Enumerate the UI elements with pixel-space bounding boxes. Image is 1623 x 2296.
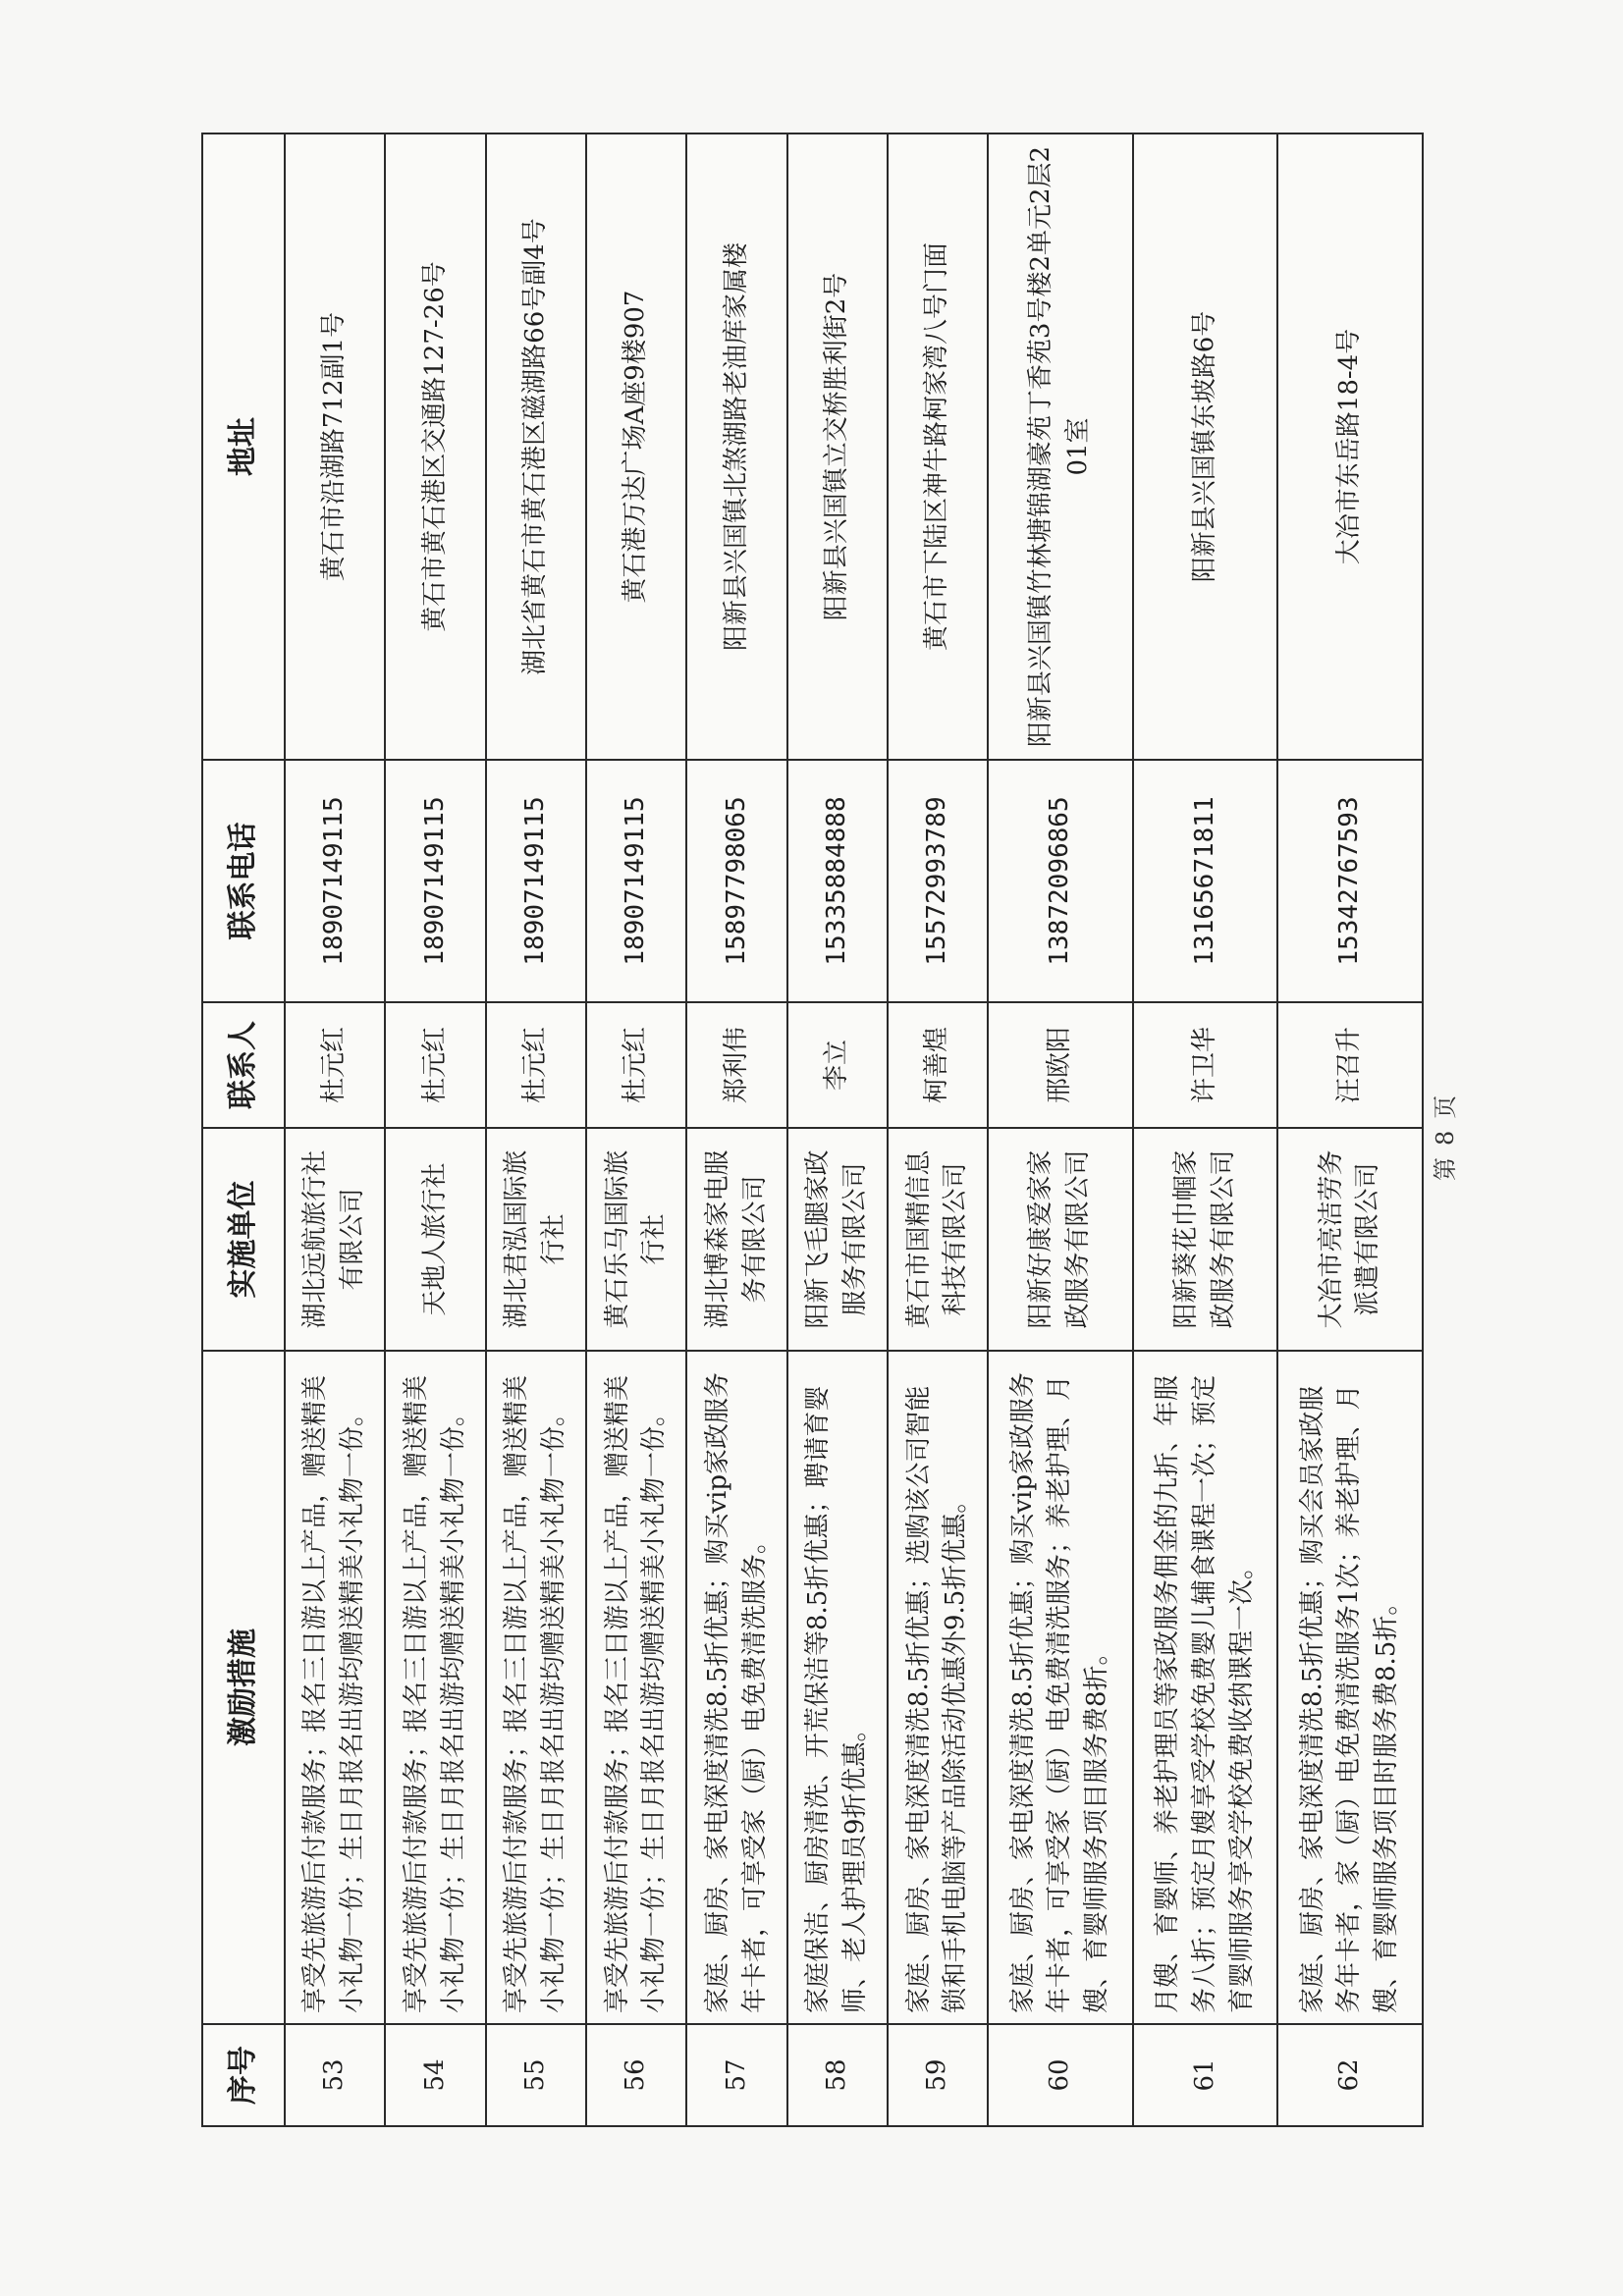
cell-seq: 61 [1133, 2024, 1278, 2126]
cell-measures: 家庭、厨房、家电深度清洗8.5折优惠；购买会员家政服务年卡者，家（厨）电免费清洗服务1次；养老护理、月嫂、育婴师服务项目时服务费8.5折。 [1277, 1351, 1423, 2024]
table-row [385, 133, 485, 2126]
cell-measures: 享受先旅游后付款服务；报名三日游以上产品，赠送精美小礼物一份；生日月报名出游均赠送精美小礼物一份。 [486, 1351, 586, 2024]
cell-seq: 53 [285, 2024, 385, 2126]
cell-unit: 阳新葵花巾帼家政服务有限公司 [1133, 1128, 1278, 1351]
cell-unit: 黄石市国精信息科技有限公司 [888, 1128, 988, 1351]
cell-unit: 大冶市亮洁劳务派遣有限公司 [1277, 1128, 1423, 1351]
cell-contact: 柯善煌 [888, 1002, 988, 1128]
cell-address: 黄石市下陆区神牛路柯家湾八号门面 [888, 133, 988, 760]
cell-address: 大冶市东岳路18-4号 [1277, 133, 1423, 760]
cell-phone: 13165671811 [1133, 760, 1278, 1002]
cell-seq: 60 [988, 2024, 1133, 2126]
table-row [586, 133, 686, 2126]
cell-phone: 18907149115 [285, 760, 385, 1002]
cell-contact: 杜元红 [385, 1002, 485, 1128]
cell-unit: 阳新飞毛腿家政服务有限公司 [787, 1128, 888, 1351]
cell-seq: 59 [888, 2024, 988, 2126]
cell-contact: 李立 [787, 1002, 888, 1128]
cell-phone: 15572993789 [888, 760, 988, 1002]
cell-seq: 55 [486, 2024, 586, 2126]
cell-phone: 18907149115 [385, 760, 485, 1002]
cell-measures: 家庭、厨房、家电深度清洗8.5折优惠；购买vip家政服务年卡者，可享受家（厨）电免费清洗服务；养老护理、月嫂、育婴师服务项目服务费8折。 [988, 1351, 1133, 2024]
table-row [988, 133, 1133, 2126]
table-row [1133, 133, 1278, 2126]
rotated-table-wrapper [201, 134, 1424, 2127]
cell-contact: 汪召升 [1277, 1002, 1423, 1128]
cell-unit: 湖北君泓国际旅行社 [486, 1128, 586, 1351]
cell-phone: 18907149115 [486, 760, 586, 1002]
cell-contact: 杜元红 [486, 1002, 586, 1128]
cell-unit: 阳新好康爱家家政服务有限公司 [988, 1128, 1133, 1351]
table-row [486, 133, 586, 2126]
cell-address: 阳新县兴国镇竹林塘锦湖豪苑丁香苑3号楼2单元2层201室 [988, 133, 1133, 760]
table-row [1277, 133, 1423, 2126]
cell-seq: 56 [586, 2024, 686, 2126]
cell-measures: 享受先旅游后付款服务；报名三日游以上产品，赠送精美小礼物一份；生日月报名出游均赠送精美小礼物一份。 [385, 1351, 485, 2024]
cell-address: 黄石市黄石港区交通路127-26号 [385, 133, 485, 760]
cell-unit: 湖北博森家电服务有限公司 [686, 1128, 786, 1351]
cell-measures: 享受先旅游后付款服务；报名三日游以上产品，赠送精美小礼物一份；生日月报名出游均赠送精美小礼物一份。 [285, 1351, 385, 2024]
cell-address: 湖北省黄石市黄石港区磁湖路66号副4号 [486, 133, 586, 760]
cell-phone: 15342767593 [1277, 760, 1423, 1002]
table-row [787, 133, 888, 2126]
page-number [1426, 1090, 1460, 1187]
cell-contact: 许卫华 [1133, 1002, 1278, 1128]
cell-measures: 家庭保洁、厨房清洗、开荒保洁等8.5折优惠；聘请育婴师、老人护理员9折优惠。 [787, 1351, 888, 2024]
cell-seq: 54 [385, 2024, 485, 2126]
page-number-value: 8 [1432, 1130, 1459, 1146]
cell-unit: 黄石乐马国际旅行社 [586, 1128, 686, 1351]
header-seq: 序号 [202, 2024, 285, 2126]
header-address: 地址 [202, 133, 285, 760]
table-row [686, 133, 786, 2126]
table-header-row [202, 133, 285, 2126]
cell-contact: 杜元红 [285, 1002, 385, 1128]
cell-phone: 15335884888 [787, 760, 888, 1002]
cell-unit: 天地人旅行社 [385, 1128, 485, 1351]
header-phone: 联系电话 [202, 760, 285, 1002]
incentive-table [201, 133, 1424, 2127]
cell-measures: 享受先旅游后付款服务；报名三日游以上产品，赠送精美小礼物一份；生日月报名出游均赠送精美小礼物一份。 [586, 1351, 686, 2024]
page-number-suffix: 页 [1432, 1095, 1459, 1119]
cell-seq: 62 [1277, 2024, 1423, 2126]
cell-address: 黄石市沿湖路712副1号 [285, 133, 385, 760]
cell-measures: 家庭、厨房、家电深度清洗8.5折优惠；选购该公司智能锁和手机电脑等产品除活动优惠外9.5折优惠。 [888, 1351, 988, 2024]
header-contact: 联系人 [202, 1002, 285, 1128]
header-unit: 实施单位 [202, 1128, 285, 1351]
cell-address: 阳新县兴国镇东坡路6号 [1133, 133, 1278, 760]
cell-measures: 家庭、厨房、家电深度清洗8.5折优惠；购买vip家政服务年卡者，可享受家（厨）电免费清洗服务。 [686, 1351, 786, 2024]
cell-seq: 58 [787, 2024, 888, 2126]
cell-phone: 15897798065 [686, 760, 786, 1002]
cell-unit: 湖北远航旅行社有限公司 [285, 1128, 385, 1351]
page-number-prefix: 第 [1432, 1157, 1459, 1181]
cell-phone: 18907149115 [586, 760, 686, 1002]
table-row [888, 133, 988, 2126]
cell-contact: 郑利伟 [686, 1002, 786, 1128]
cell-contact: 邢欧阳 [988, 1002, 1133, 1128]
cell-seq: 57 [686, 2024, 786, 2126]
cell-phone: 13872096865 [988, 760, 1133, 1002]
header-measures: 激励措施 [202, 1351, 285, 2024]
table-row [285, 133, 385, 2126]
cell-address: 黄石港万达广场A座9楼907 [586, 133, 686, 760]
cell-address: 阳新县兴国镇立交桥胜利街2号 [787, 133, 888, 760]
cell-contact: 杜元红 [586, 1002, 686, 1128]
cell-address: 阳新县兴国镇北煞湖路老油库家属楼 [686, 133, 786, 760]
cell-measures: 月嫂、育婴师、养老护理员等家政服务佣金的九折、年服务八折；预定月嫂享受学校免费婴儿辅食课程一次；预定育婴师服务享受学校免费收纳课程一次。 [1133, 1351, 1278, 2024]
